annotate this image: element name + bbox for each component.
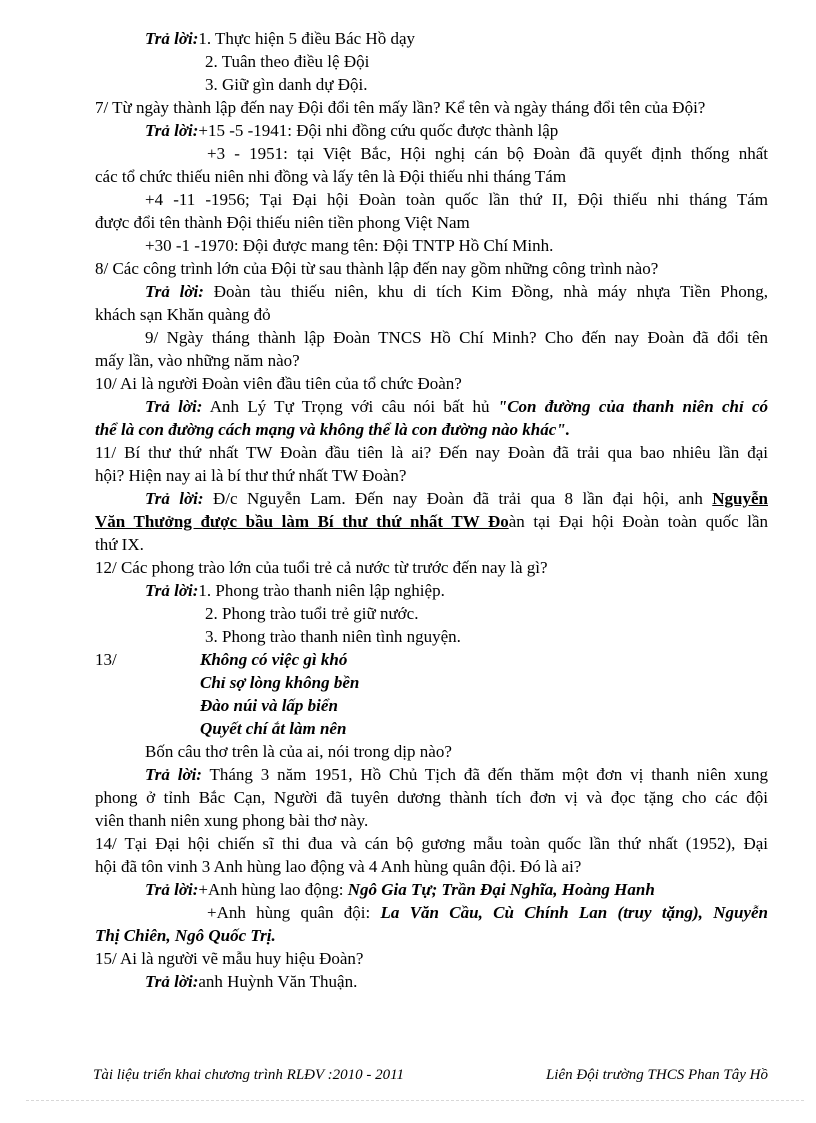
answer-line — [145, 764, 768, 786]
answer-label: Trả lời: — [145, 121, 199, 140]
answer-text: Đoàn tàu thiếu niên, khu di tích Kim Đồng, nhà máy nhựa Tiền Phong, — [213, 282, 769, 301]
answer-line — [95, 925, 276, 947]
highlight-name: Văn Thưởng được bầu làm Bí thư thứ nhất TW Đo — [95, 512, 509, 531]
footer-left: Tài liệu triển khai chương trình RLĐV :2010 - 2011 — [93, 1067, 405, 1083]
answer-text: 1. Phong trào thanh niên lập nghiệp. — [198, 581, 445, 600]
answer-line: các tổ chức thiếu niên nhi đồng và lấy tên là Đội thiếu nhi tháng Tám — [95, 167, 567, 186]
question-9-cont: mấy lần, vào những năm nào? — [95, 351, 300, 370]
question-12: 12/ Các phong trào lớn của tuổi trẻ cả nước từ trước đến nay là gì? — [95, 558, 548, 577]
poem-line: Không có việc gì khó — [200, 650, 348, 669]
answer-text: +Anh hùng lao động: — [198, 880, 348, 899]
answer-line: thứ IX. — [95, 535, 144, 554]
answer-line: khách sạn Khăn quàng đỏ — [95, 305, 271, 324]
poem-line: Chỉ sợ lòng không bền — [200, 673, 360, 692]
answer-label: Trả lời: — [145, 282, 204, 301]
answer-line — [145, 879, 655, 901]
question-14-cont: hội đã tôn vinh 3 Anh hùng lao động và 4 Anh hùng quân đội. Đó là ai? — [95, 857, 582, 876]
question-13: Bốn câu thơ trên là của ai, nói trong dịp nào? — [145, 742, 452, 761]
question-7: 7/ Từ ngày thành lập đến nay Đội đổi tên mấy lần? Kể tên và ngày tháng đổi tên của Đội? — [95, 98, 706, 117]
highlight-name: Nguyễn — [712, 489, 768, 508]
answer-text: 1. Thực hiện 5 điều Bác Hồ dạy — [198, 29, 415, 48]
answer-line: 3. Giữ gìn danh dự Đội. — [205, 75, 368, 94]
quote-text: "Con đường của thanh niên chỉ có — [497, 397, 769, 416]
question-11-cont: hội? Hiện nay ai là bí thư thứ nhất TW Đoàn? — [95, 466, 407, 485]
answer-line — [207, 902, 768, 924]
answer-label: Trả lời: — [145, 581, 199, 600]
answer-text: Anh Lý Tự Trọng với câu nói bất hủ — [209, 397, 498, 416]
answer-line: 2. Phong trào tuổi trẻ giữ nước. — [205, 604, 419, 623]
poem-line: Đào núi và lấp biển — [200, 696, 338, 715]
answer-line: viên thanh niên xung phong bài thơ này. — [95, 811, 369, 830]
answer-label: Trả lời: — [145, 765, 202, 784]
answer-line — [145, 488, 768, 510]
answer-line — [145, 120, 558, 142]
answer-line — [95, 419, 570, 441]
answer-label: Trả lời: — [145, 489, 204, 508]
answer-line: +30 -1 -1970: Đội được mang tên: Đội TNTP Hồ Chí Minh. — [145, 236, 554, 255]
quote-text: thể là con đường cách mạng và không thể là con đường nào khác". — [95, 420, 570, 439]
hero-names: Ngô Gia Tự; Trần Đại Nghĩa, Hoàng Hanh — [347, 880, 655, 899]
answer-line — [145, 971, 357, 993]
poem-line: Quyết chí ắt làm nên — [200, 719, 347, 738]
answer-text: anh Huỳnh Văn Thuận. — [198, 972, 358, 991]
answer-text: Đ/c Nguyễn Lam. Đến nay Đoàn đã trải qua 8 lần đại hội, anh — [212, 489, 713, 508]
answer-line: +3 - 1951: tại Việt Bắc, Hội nghị cán bộ Đoàn đã quyết định thống nhất — [207, 144, 768, 163]
footer-right: Liên Đội trường THCS Phan Tây Hồ — [545, 1067, 768, 1083]
answer-line: +4 -11 -1956; Tại Đại hội Đoàn toàn quốc lần thứ II, Đội thiếu nhi tháng Tám — [145, 190, 768, 209]
question-14: 14/ Tại Đại hội chiến sĩ thi đua và cán bộ gương mẫu toàn quốc lần thứ nhất (1952), Đại — [95, 834, 768, 853]
answer-line: 2. Tuân theo điều lệ Đội — [205, 52, 370, 71]
answer-line — [145, 281, 768, 303]
answer-text: Tháng 3 năm 1951, Hồ Chủ Tịch đã đến thăm một đơn vị thanh niên xung — [209, 765, 768, 784]
answer-line: được đổi tên thành Đội thiếu niên tiền phong Việt Nam — [95, 213, 470, 232]
question-13-number: 13/ — [95, 650, 117, 669]
question-9: 9/ Ngày tháng thành lập Đoàn TNCS Hồ Chí Minh? Cho đến nay Đoàn đã đổi tên — [145, 328, 768, 347]
answer-text: +Anh hùng quân đội: — [207, 903, 381, 922]
answer-line — [145, 28, 415, 50]
hero-names: La Văn Cầu, Cù Chính Lan (truy tặng), Nguyễn — [380, 903, 768, 922]
answer-line — [145, 580, 445, 602]
page-bottom-divider — [26, 1100, 804, 1101]
answer-line — [95, 511, 768, 533]
answer-label: Trả lời: — [145, 29, 199, 48]
answer-text: +15 -5 -1941: Đội nhi đồng cứu quốc được thành lập — [198, 121, 559, 140]
question-11: 11/ Bí thư thứ nhất TW Đoàn đầu tiên là ai? Đến nay Đoàn đã trải qua bao nhiêu lần đại — [95, 443, 768, 462]
answer-label: Trả lời: — [145, 972, 199, 991]
hero-names: Thị Chiên, Ngô Quốc Trị. — [95, 926, 276, 945]
answer-label: Trả lời: — [145, 880, 199, 899]
question-10: 10/ Ai là người Đoàn viên đầu tiên của tổ chức Đoàn? — [95, 374, 462, 393]
answer-label: Trả lời: — [145, 397, 203, 416]
answer-line: 3. Phong trào thanh niên tình nguyện. — [205, 627, 461, 646]
answer-text: àn tại Đại hội Đoàn toàn quốc lần — [508, 512, 769, 531]
answer-line — [145, 396, 768, 418]
question-8: 8/ Các công trình lớn của Đội từ sau thành lập đến nay gồm những công trình nào? — [95, 259, 659, 278]
answer-line: phong ở tỉnh Bắc Cạn, Người đã tuyên dương thành tích đơn vị và đọc tặng cho các đội — [95, 788, 768, 807]
question-15: 15/ Ai là người vẽ mẫu huy hiệu Đoàn? — [95, 949, 364, 968]
